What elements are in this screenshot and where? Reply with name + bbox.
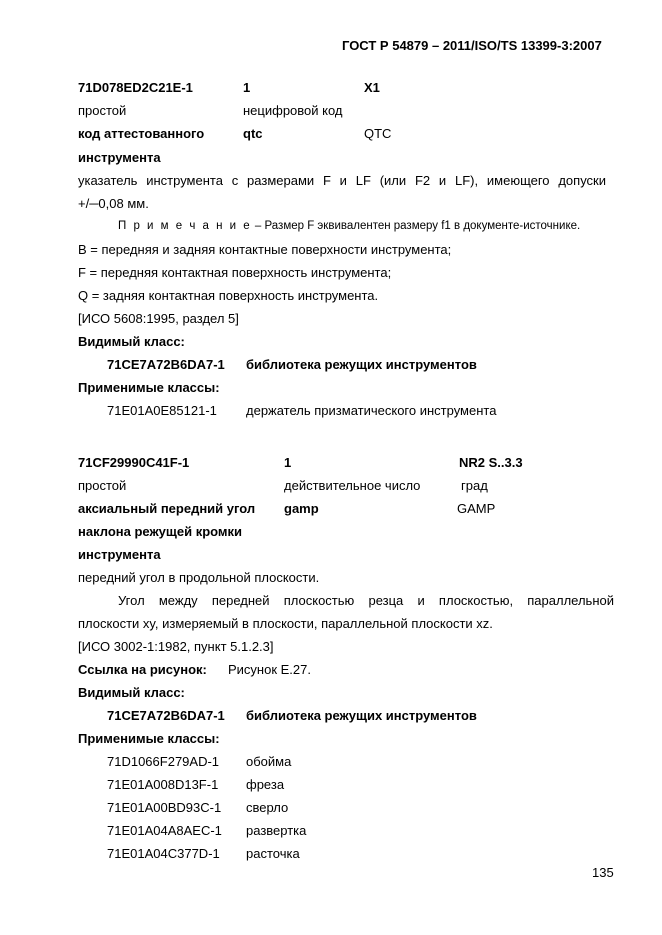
entry2-visible-class-name: библиотека режущих инструментов (246, 708, 477, 723)
entry1-id: 71D078ED2C21E-1 (78, 80, 193, 95)
entry1-note-text: – Размер F эквивалентен размеру f1 в документе-источнике. (251, 220, 581, 232)
entry2-figure-value: Рисунок Е.27. (228, 662, 311, 677)
entry2-definition: передний угол в продольной плоскости. (78, 570, 320, 585)
entry1-b-line: B = передняя и задняя контактные поверхности инструмента; (78, 242, 452, 257)
entry1-version: 1 (243, 80, 251, 95)
entry2-applicable-id: 71E01A04C377D-1 (107, 846, 220, 861)
entry2-unit: град (461, 478, 488, 493)
entry2-visible-class-label: Видимый класс: (78, 685, 185, 700)
entry2-symbol: gamp (284, 501, 319, 516)
entry1-type: простой (78, 103, 127, 118)
entry2-version: 1 (284, 455, 292, 470)
entry2-applicable-id: 71E01A04A8AEC-1 (107, 823, 222, 838)
page-number: 135 (592, 865, 614, 880)
entry1-name-line2: инструмента (78, 150, 161, 165)
entry1-note-label: П р и м е ч а н и е (118, 220, 252, 232)
entry2-name: аксиальный передний угол (78, 501, 256, 516)
entry1-definition-line1: указатель инструмента с размерами F и LF (или F2 и LF), имеющего допуски (78, 173, 606, 188)
entry2-applicable-id: 71E01A008D13F-1 (107, 777, 219, 792)
entry1-visible-class-label: Видимый класс: (78, 334, 185, 349)
entry2-applicable-name: развертка (246, 823, 307, 838)
entry1-symbol: qtc (243, 126, 263, 141)
entry2-applicable-name: фреза (246, 777, 285, 792)
entry2-applicable-name: сверло (246, 800, 289, 815)
entry2-paragraph-line1: Угол между передней плоскостью резца и плоскостью, параллельной (118, 593, 614, 608)
entry1-q-line: Q = задняя контактная поверхность инструмента. (78, 288, 379, 303)
entry1-applicable-label: Применимые классы: (78, 380, 220, 395)
entry1-reference: [ИСО 5608:1995, раздел 5] (78, 311, 239, 326)
entry1-f-line: F = передняя контактная поверхность инструмента; (78, 265, 392, 280)
entry2-applicable-label: Применимые классы: (78, 731, 220, 746)
entry1-short-name: QTC (364, 126, 392, 141)
entry2-code: NR2 S..3.3 (459, 455, 523, 470)
entry1-data-type: нецифровой код (243, 103, 343, 118)
entry2-reference: [ИСО 3002-1:1982, пункт 5.1.2.3] (78, 639, 274, 654)
entry2-visible-class-id: 71CE7A72B6DA7-1 (107, 708, 225, 723)
entry1-applicable-name: держатель призматического инструмента (246, 403, 497, 418)
entry2-applicable-name: обойма (246, 754, 292, 769)
entry2-paragraph-line2: плоскости xy, измеряемый в плоскости, параллельной плоскости xz. (78, 616, 493, 631)
entry2-short-name: GAMP (457, 501, 496, 516)
entry2-name-line3: инструмента (78, 547, 161, 562)
entry2-applicable-id: 71E01A00BD93C-1 (107, 800, 222, 815)
entry1-visible-class-id: 71CE7A72B6DA7-1 (107, 357, 225, 372)
entry1-name: код аттестованного (78, 126, 205, 141)
entry1-note (118, 219, 580, 234)
entry2-type: простой (78, 478, 127, 493)
entry2-applicable-name: расточка (246, 846, 300, 861)
entry2-id: 71CF29990C41F-1 (78, 455, 190, 470)
entry1-code: X1 (364, 80, 380, 95)
entry2-data-type: действительное число (284, 478, 421, 493)
entry2-figure-label: Ссылка на рисунок: (78, 662, 207, 677)
document-header: ГОСТ Р 54879 – 2011/ISO/TS 13399-3:2007 (342, 38, 602, 53)
entry1-applicable-id: 71E01A0E85121-1 (107, 403, 217, 418)
entry1-definition-line2: +/─0,08 мм. (78, 196, 149, 211)
entry2-applicable-id: 71D1066F279AD-1 (107, 754, 220, 769)
entry2-name-line2: наклона режущей кромки (78, 524, 243, 539)
entry1-visible-class-name: библиотека режущих инструментов (246, 357, 477, 372)
